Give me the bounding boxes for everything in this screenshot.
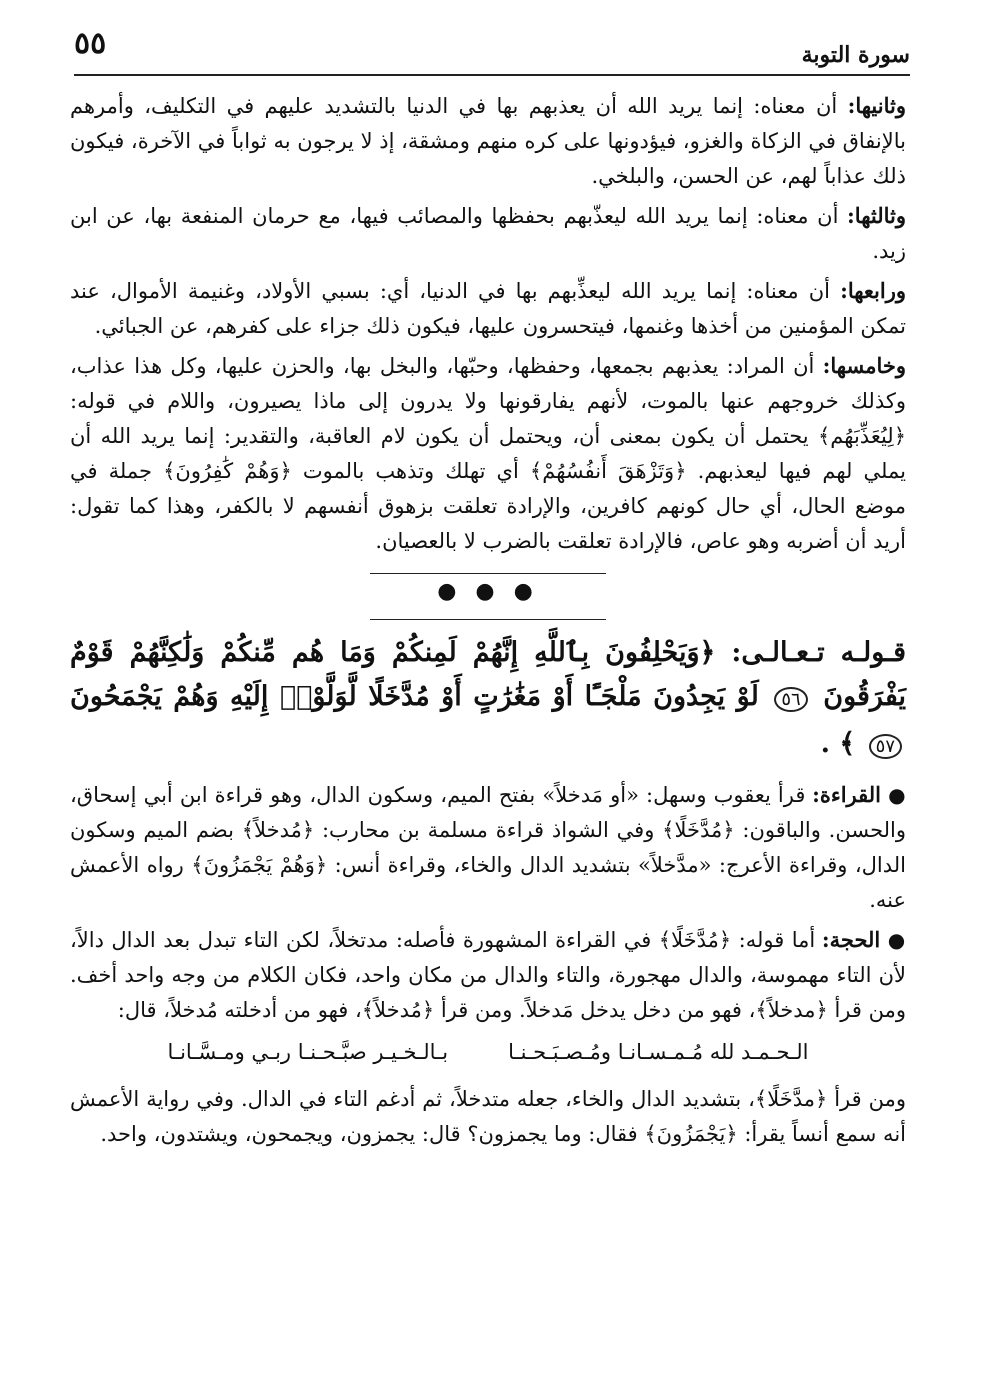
divider-line [370, 573, 606, 574]
section-reading [70, 777, 906, 918]
section-lead: القراءة: [812, 782, 881, 807]
running-title: سورة التوبة [801, 42, 910, 68]
paragraph-text: ومن قرأ ﴿مدَّخَلًا﴾، بتشديد الدال والخاء، جعله متدخلاً، ثم أدغم التاء في الدال. وفي رواية الأعمش أنه سمع أنساً يقرأ: ﴿يَجْمَزُونَ﴾ فقال: وما يجمزون؟ قال: يجمزون، ويجمحون، ويشتدون، واحد. [70, 1087, 906, 1146]
verse-text: لَوْ يَجِدُونَ مَلْجَـًٔا أَوْ مَغَٰرَٰتٍ أَوْ مُدَّخَلًا لَّوَلَّوْا۟ إِلَيْهِ وَهُمْ يَجْمَحُونَ [70, 681, 759, 712]
bullet-icon: ● [888, 783, 906, 807]
bullet-icon: ● [887, 928, 906, 952]
paragraph-lead: وخامسها: [822, 353, 906, 378]
paragraph-second-meaning [70, 88, 906, 194]
quran-verse [70, 631, 906, 769]
section-divider [70, 571, 906, 623]
poem-hemistich-left: بـالـخـيـر صبَّـحـنـا ربـي ومـسَّـانـا [167, 1040, 449, 1064]
section-text: قرأ يعقوب وسهل: «أو مَدخلاً» بفتح الميم، وسكون الدال، وهو قراءة ابن أبي إسحاق، والحسن. والباقون: ﴿مُدَّخَلًا﴾ وفي الشواذ قراءة مسلمة بن محارب: ﴿مُدخلاً﴾ بضم الميم وسكون الدال، وقراءة الأعرج: «مدَّخلاً» بتشديد الدال والخاء، وقراءة أنس: ﴿وَهُمْ يَجْمَزُونَ﴾ رواه الأعمش عنه. [70, 783, 906, 912]
paragraph-third-meaning [70, 198, 906, 269]
paragraph-text: أن المراد: يعذبهم بجمعها، وحفظها، وحبّها، والبخل بها، والحزن عليها، وكل هذا عذاب، وكذلك خروجهم عنها بالموت، لأنهم يفارقونها ولا يدرون إلى ماذا يصيرون، واللام في قوله: ﴿لِيُعَذِّبَهُم﴾ يحتمل أن يكون بمعنى أن، ويحتمل أن يكون لام العاقبة، والتقدير: إنما يريد الله أن يملي لهم فيها ليعذبهم. ﴿وَتَزْهَقَ أَنفُسُهُمْ﴾ أي تهلك وتذهب بالموت ﴿وَهُمْ كَٰفِرُونَ﴾ جملة في موضع الحال، أي حال كونهم كافرين، والإرادة تعلقت بزهوق أنفسهم لا بالكفر، وهذا كما تقول: أريد أن أضربه وهو عاص، فالإرادة تعلقت بالضرب لا بالعصيان. [70, 354, 906, 553]
divider-line [370, 619, 606, 620]
paragraph-text: أن معناه: إنما يريد الله ليعذّبهم بحفظها والمصائب فيها، مع حرمان المنفعة بها، عن ابن زيد. [70, 204, 906, 263]
poem-verse [70, 1034, 906, 1070]
ayah-number-marker: ٥٧ [869, 734, 902, 759]
paragraph-fifth-meaning [70, 348, 906, 559]
section-text: أما قوله: ﴿مُدَّخَلًا﴾ في القراءة المشهورة فأصله: مدتخلاً، لكن التاء تبدل بعد الدال دالاً، لأن التاء مهموسة، والدال مهجورة، والتاء والدال من مكان واحد، فكان الكلام من وجه واحد أخف. ومن قرأ ﴿مدخلاً﴾، فهو من دخل يدخل مَدخلاً. ومن قرأ ﴿مُدخلاً﴾، فهو من أدخلته مُدخلاً، قال: [70, 928, 906, 1022]
page-header [74, 28, 910, 76]
section-argument [70, 922, 906, 1028]
divider-dots: ● ● ● [437, 579, 539, 604]
paragraph-text: أن معناه: إنما يريد الله أن يعذبهم بها في الدنيا بالتشديد عليهم في التكليف، وأمرهم بالإنفاق في الزكاة والغزو، فيؤدونها على كره منهم ومشقة، إذ لا يرجون به ثواباً في الآخرة، فيكون ذلك عذاباً لهم، عن الحسن، والبلخي. [70, 94, 906, 188]
paragraph-lead: وثانيها: [847, 93, 906, 118]
ayah-number-marker: ٥٦ [774, 687, 807, 712]
paragraph-fourth-meaning [70, 273, 906, 344]
page-number: ٥٥ [74, 26, 107, 61]
verse-text: ﴿وَيَحْلِفُونَ بِٱللَّهِ إِنَّهُمْ لَمِنكُمْ وَمَا هُم مِّنكُمْ وَلَٰكِنَّهُمْ قَوْمٌ يَفْرَقُونَ [70, 637, 906, 712]
verse-close: ﴾ . [820, 728, 856, 759]
verse-intro: قـولـه تـعـالـى: [731, 637, 906, 668]
closing-paragraph [70, 1082, 906, 1152]
section-lead: الحجة: [821, 927, 881, 952]
paragraph-lead: ورابعها: [840, 278, 906, 303]
paragraph-lead: وثالثها: [847, 203, 906, 228]
paragraph-text: أن معناه: إنما يريد الله ليعذِّبهم بها في الدنيا، أي: بسبي الأولاد، وغنيمة الأموال، عند تمكن المؤمنين من أخذها وغنمها، فيتحسرون عليها، فيكون ذلك جزاء على كفرهم، عن الجبائي. [70, 279, 906, 338]
page-body [70, 88, 906, 1156]
poem-hemistich-right: الـحـمـد لله مُـمـسـانـا ومُـصـبَـحـنـا [508, 1040, 809, 1064]
